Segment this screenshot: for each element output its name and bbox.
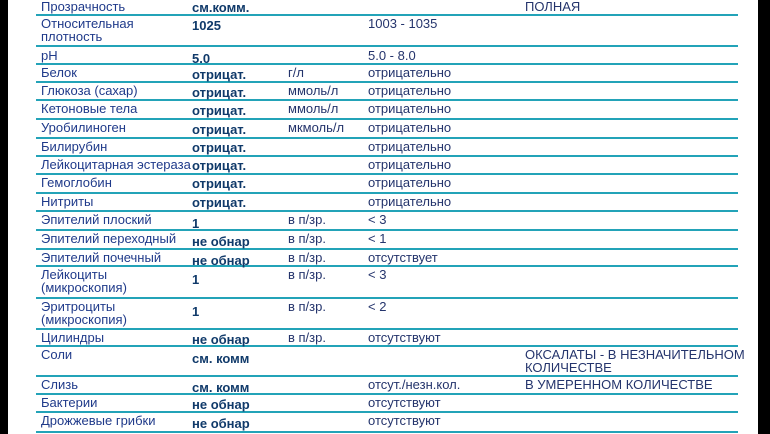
table-row — [36, 16, 738, 47]
reference-range: 1003 - 1035 — [368, 16, 438, 31]
test-unit: в п/зр. — [288, 267, 326, 282]
reference-range: отсутствуют — [368, 330, 441, 345]
table-row — [36, 250, 738, 267]
test-unit: ммоль/л — [288, 101, 339, 116]
reference-range: отрицательно — [368, 194, 452, 209]
test-comment: ПОЛНАЯ — [525, 0, 581, 14]
test-value: отрицат. — [192, 85, 247, 100]
table-row — [36, 377, 738, 395]
test-name: Прозрачность — [41, 0, 126, 14]
test-name: Уробилиноген — [41, 120, 126, 135]
test-unit: г/л — [288, 65, 304, 80]
test-value: отрицат. — [192, 195, 247, 210]
table-row — [36, 330, 738, 347]
reference-range: отсут./незн.кол. — [368, 377, 461, 392]
table-row — [36, 65, 738, 83]
table-row — [36, 194, 738, 212]
test-name: Эпителий плоский — [41, 212, 152, 227]
table-row — [36, 175, 738, 194]
reference-range: < 1 — [368, 231, 387, 246]
reference-range: отрицательно — [368, 175, 452, 190]
test-value: отрицат. — [192, 158, 247, 173]
reference-range: отрицательно — [368, 120, 452, 135]
reference-range: отсутствует — [368, 250, 438, 265]
test-value: см.комм. — [192, 0, 250, 15]
table-row — [36, 101, 738, 120]
test-value: отрицат. — [192, 122, 247, 137]
reference-range: отрицательно — [368, 139, 452, 154]
test-name: Кетоновые тела — [41, 101, 138, 116]
test-value: отрицат. — [192, 103, 247, 118]
test-value: см. комм — [192, 380, 250, 395]
test-value: не обнар — [192, 234, 250, 249]
table-row — [36, 48, 738, 65]
test-unit: в п/зр. — [288, 212, 326, 227]
test-unit: мкмоль/л — [288, 120, 345, 135]
test-unit: в п/зр. — [288, 299, 326, 314]
test-name: Нитриты — [41, 194, 94, 209]
table-row — [36, 231, 738, 250]
test-name: Лейкоцитарная эстераза — [41, 157, 191, 172]
reference-range: отрицательно — [368, 83, 452, 98]
test-name: Относительная плотность — [41, 16, 134, 44]
test-name: Лейкоциты (микроскопия) — [41, 267, 127, 295]
test-comment: В УМЕРЕННОМ КОЛИЧЕСТВЕ — [525, 377, 713, 392]
test-name: Цилиндры — [41, 330, 105, 345]
test-value: отрицат. — [192, 67, 247, 82]
reference-range: 5.0 - 8.0 — [368, 48, 416, 63]
test-value: не обнар — [192, 332, 250, 347]
table-row — [36, 347, 745, 377]
reference-range: отрицательно — [368, 101, 452, 116]
test-unit: в п/зр. — [288, 330, 326, 345]
test-value: отрицат. — [192, 176, 247, 191]
reference-range: отсутствуют — [368, 413, 441, 428]
test-value: не обнар — [192, 416, 250, 431]
test-value: 1 — [192, 216, 200, 231]
test-name: Эпителий почечный — [41, 250, 162, 265]
test-name: Гемоглобин — [41, 175, 112, 190]
table-row — [36, 212, 738, 231]
table-row — [36, 267, 738, 299]
table-row — [36, 0, 738, 16]
test-unit: в п/зр. — [288, 231, 326, 246]
test-name: Глюкоза (сахар) — [41, 83, 138, 98]
table-row — [36, 413, 738, 433]
test-name: Эритроциты (микроскопия) — [41, 299, 127, 327]
test-name: Белок — [41, 65, 77, 80]
test-value: 5.0 — [192, 51, 211, 66]
test-unit: в п/зр. — [288, 250, 326, 265]
test-name: pH — [41, 48, 58, 63]
reference-range: < 2 — [368, 299, 387, 314]
test-comment: ОКСАЛАТЫ - В НЕЗНАЧИТЕЛЬНОМ КОЛИЧЕСТВЕ — [525, 347, 745, 375]
test-value: см. комм — [192, 351, 250, 366]
test-name: Дрожжевые грибки — [41, 413, 156, 428]
table-row — [36, 139, 738, 157]
table-row — [36, 83, 738, 101]
test-name: Эпителий переходный — [41, 231, 177, 246]
test-value: 1 — [192, 272, 200, 287]
table-row — [36, 120, 738, 139]
test-value: не обнар — [192, 253, 250, 268]
test-name: Билирубин — [41, 139, 108, 154]
table-row — [36, 299, 738, 330]
test-unit: ммоль/л — [288, 83, 339, 98]
table-row — [36, 395, 738, 413]
test-value: 1 — [192, 304, 200, 319]
test-name: Бактерии — [41, 395, 98, 410]
test-value: 1025 — [192, 18, 221, 33]
reference-range: отрицательно — [368, 157, 452, 172]
lab-results-page — [8, 0, 758, 434]
table-row — [36, 157, 738, 175]
test-value: не обнар — [192, 397, 250, 412]
reference-range: отсутствуют — [368, 395, 441, 410]
reference-range: отрицательно — [368, 65, 452, 80]
reference-range: < 3 — [368, 267, 387, 282]
test-name: Соли — [41, 347, 73, 362]
test-value: отрицат. — [192, 140, 247, 155]
reference-range: < 3 — [368, 212, 387, 227]
test-name: Слизь — [41, 377, 78, 392]
